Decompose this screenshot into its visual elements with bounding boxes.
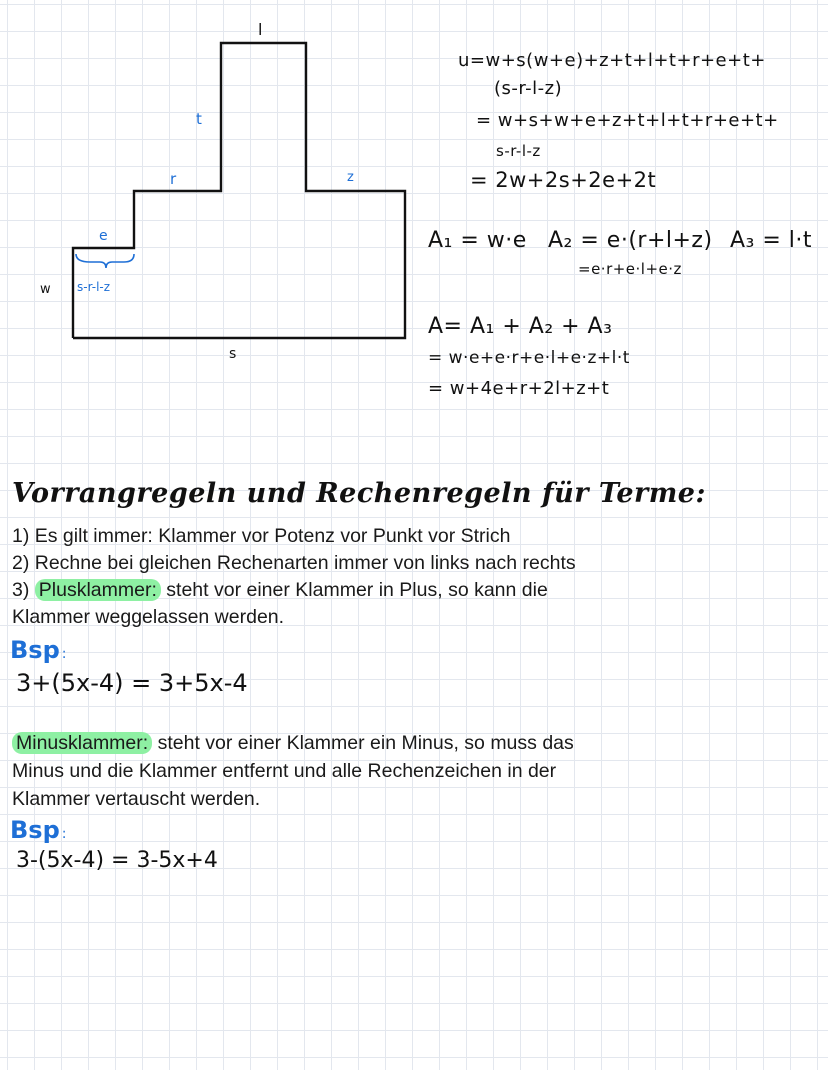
rule-3-text: steht vor einer Klammer in Plus, so kann die	[166, 579, 548, 601]
area-total-3: = w+4e+r+2l+z+t	[428, 378, 610, 399]
minus-rule-text: steht vor einer Klammer ein Minus, so muss das	[157, 732, 574, 754]
minus-rule-line-2: Minus und die Klammer entfernt und alle Rechenzeichen in der	[12, 760, 557, 782]
minus-rule-line-3: Klammer vertauscht werden.	[12, 788, 261, 810]
label-t: t	[196, 110, 202, 128]
area-a2: A₂ = e·(r+l+z)	[548, 228, 713, 253]
label-w: w	[40, 282, 51, 297]
label-s: s	[229, 346, 237, 362]
area-a2-expanded: =e·r+e·l+e·z	[578, 260, 682, 278]
perimeter-line-3: = w+s+w+e+z+t+l+t+r+e+t+	[476, 110, 779, 131]
example-2-equation: 3-(5x-4) = 3-5x+4	[16, 848, 218, 873]
perimeter-line-5: = 2w+2s+2e+2t	[470, 168, 657, 192]
shape-outline	[73, 43, 405, 338]
example-1-colon: :	[61, 646, 67, 662]
area-total-2: = w·e+e·r+e·l+e·z+l·t	[428, 348, 630, 368]
perimeter-line-2: (s-r-l-z)	[494, 78, 563, 99]
minusklammer-highlight: Minusklammer:	[12, 732, 152, 754]
label-r: r	[170, 170, 177, 188]
example-2-colon: :	[61, 826, 67, 842]
rule-1: 1) Es gilt immer: Klammer vor Potenz vor Punkt vor Strich	[12, 525, 511, 547]
brace-mark	[76, 254, 134, 268]
perimeter-line-4: s-r-l-z	[496, 142, 541, 160]
example-1-bsp: Bsp	[10, 636, 60, 664]
example-2-bsp: Bsp	[10, 816, 60, 844]
rule-3-prefix: 3)	[12, 579, 30, 601]
area-a1: A₁ = w·e	[428, 228, 527, 253]
label-brace: s-r-l-z	[77, 280, 111, 294]
rule-3-continuation: Klammer weggelassen werden.	[12, 606, 285, 628]
example-1-equation: 3+(5x-4) = 3+5x-4	[16, 669, 248, 697]
example-2-label	[10, 816, 66, 844]
label-l: l	[258, 20, 263, 39]
rule-2: 2) Rechne bei gleichen Rechenarten immer von links nach rechts	[12, 552, 576, 574]
rule-3	[12, 579, 548, 602]
perimeter-line-1: u=w+s(w+e)+z+t+l+t+r+e+t+	[458, 50, 766, 71]
example-1-label	[10, 636, 66, 664]
area-a3: A₃ = l·t	[730, 228, 813, 253]
label-e: e	[99, 228, 108, 244]
label-z: z	[347, 170, 354, 185]
section-heading: Vorrangregeln und Rechenregeln für Terme:	[12, 478, 706, 509]
minus-rule	[12, 732, 574, 755]
area-total-1: A= A₁ + A₂ + A₃	[428, 314, 613, 339]
plusklammer-highlight: Plusklammer:	[35, 579, 161, 601]
